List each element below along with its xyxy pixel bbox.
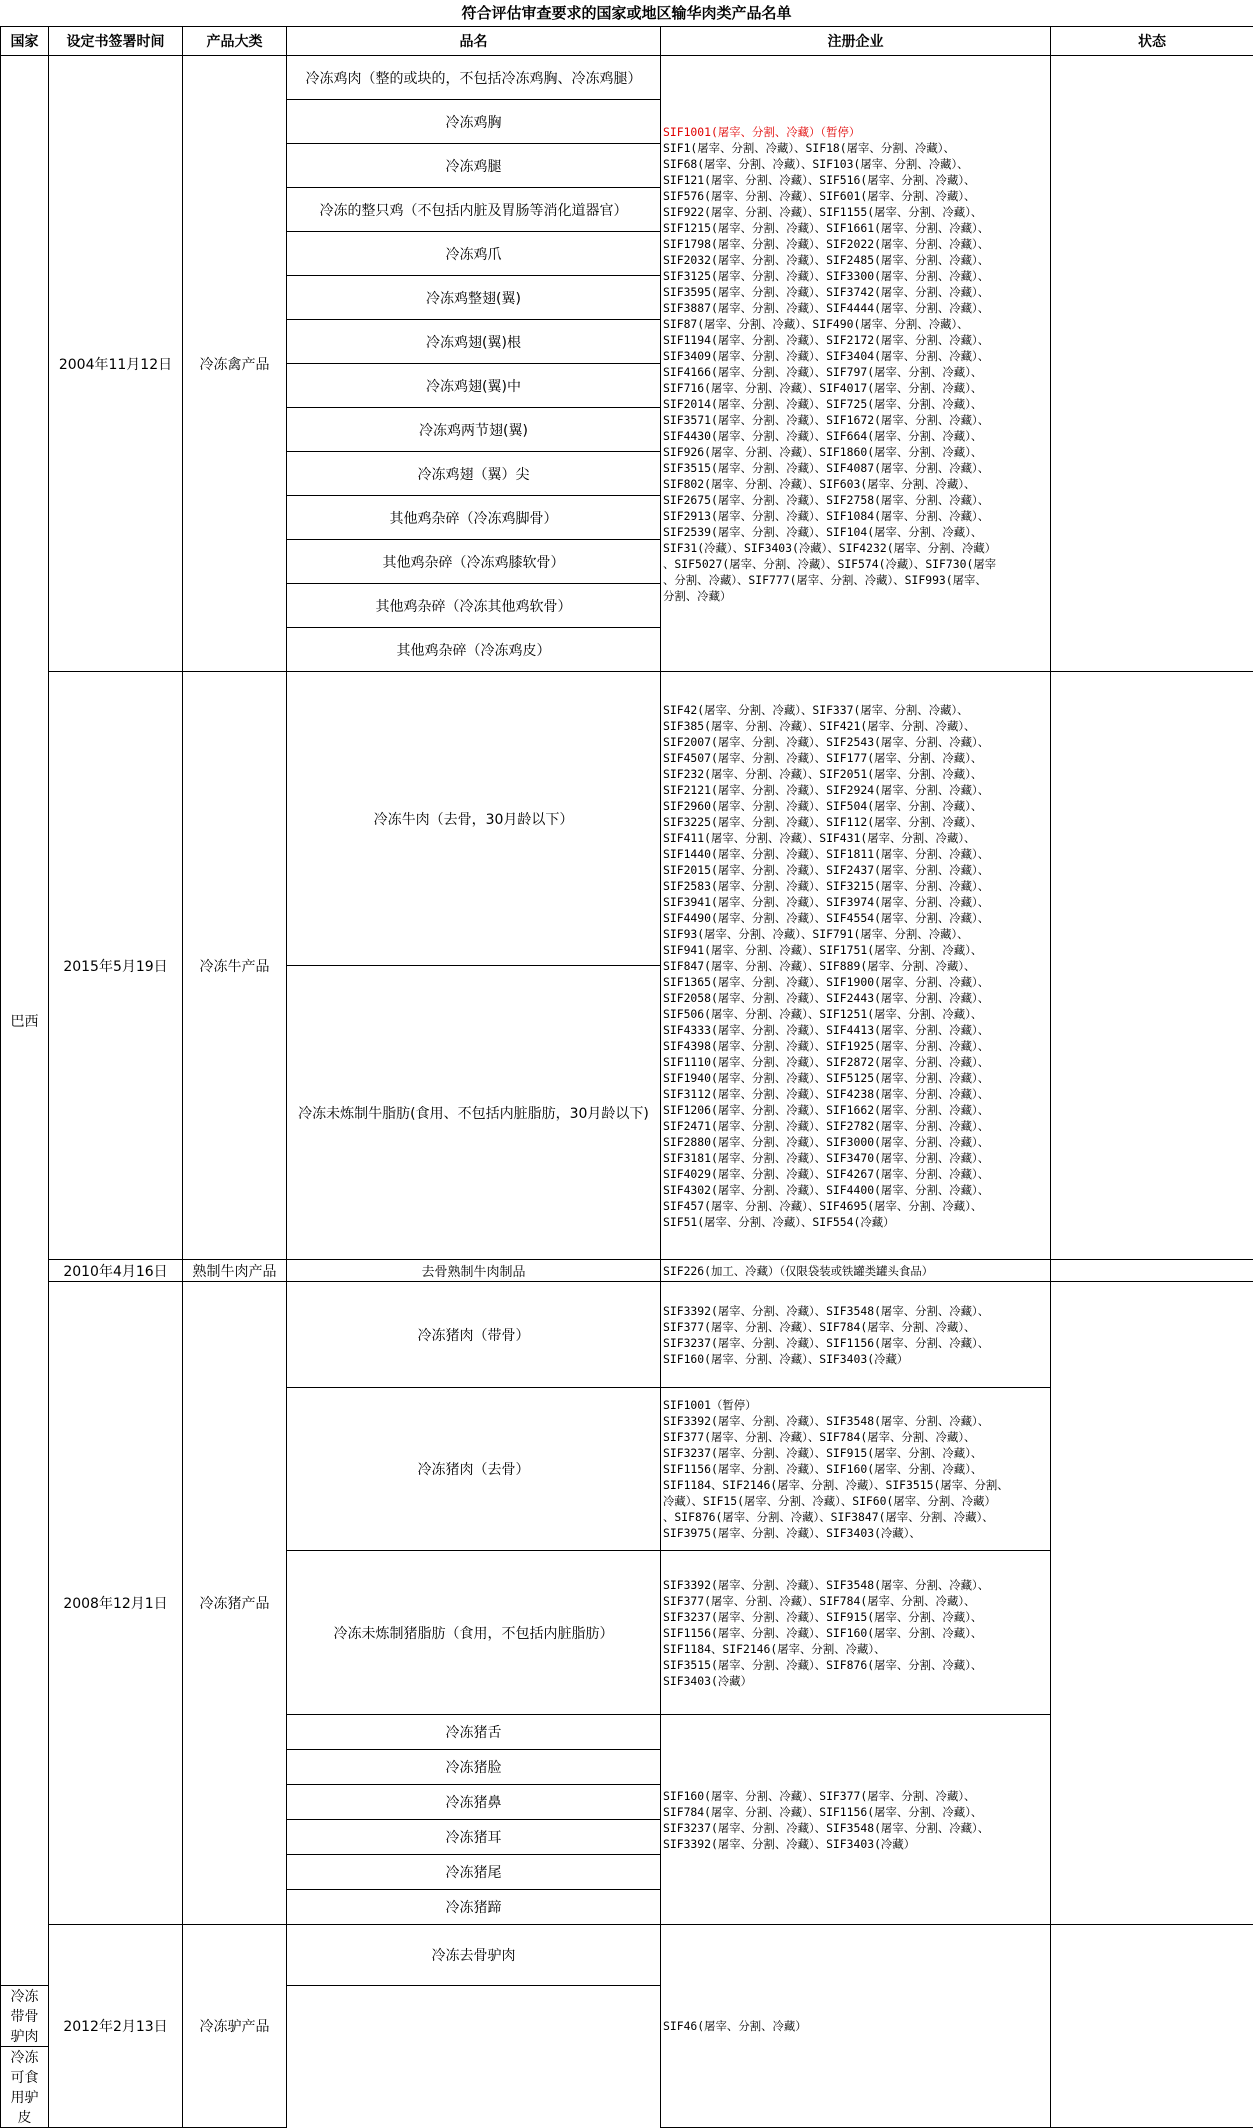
product-cell: 冷冻鸡两节翅(翼) — [287, 408, 661, 452]
category-cell: 冷冻猪产品 — [183, 1282, 287, 1925]
table-row — [1, 1282, 1253, 1388]
product-cell: 其他鸡杂碎（冷冻鸡脚骨） — [287, 496, 661, 540]
product-cell: 冷冻鸡翅（翼）尖 — [287, 452, 661, 496]
product-cell: 冷冻鸡翅(翼)根 — [287, 320, 661, 364]
product-cell: 冷冻猪肉（去骨） — [287, 1388, 661, 1551]
header-country: 国家 — [1, 27, 49, 56]
date-cell: 2015年5月19日 — [49, 672, 183, 1260]
product-cell: 冷冻鸡肉（整的或块的，不包括冷冻鸡胸、冷冻鸡腿） — [287, 56, 661, 100]
product-cell: 冷冻猪脸 — [287, 1750, 661, 1785]
product-cell: 冷冻猪鼻 — [287, 1785, 661, 1820]
product-cell: 冷冻的整只鸡（不包括内脏及胃肠等消化道器官） — [287, 188, 661, 232]
status-cell — [1051, 672, 1253, 1260]
product-cell: 冷冻鸡腿 — [287, 144, 661, 188]
suspended-enterprise: SIF1001(屠宰、分割、冷藏）（暂停） — [663, 125, 860, 139]
enterprise-cell: SIF42(屠宰、分割、冷藏）、SIF337(屠宰、分割、冷藏）、 SIF385(屠宰、分割、冷藏）、SIF421(屠宰、分割、冷藏）、 SIF2007(屠宰、分割、冷藏）、SIF2543(屠宰、分割、冷藏）、 SIF4507(屠宰、分割、冷藏）、SIF177(屠宰、分割、冷藏）、 SIF232(屠宰、分割、冷藏）、SIF2051(屠宰、分割、冷藏）、 SIF2121(屠宰、分割、冷藏）、SIF2924(屠宰、分割、冷藏）、 SIF2960(屠宰、分割、冷藏）、SIF504(屠宰、分割、冷藏）、 SIF3225(屠宰、分割、冷藏）、SIF112(屠宰、分割、冷藏）、 SIF411(屠宰、分割、冷藏）、SIF431(屠宰、分割、冷藏）、 SIF1440(屠宰、分割、冷藏）、SIF1811(屠宰、分割、冷藏）、 SIF2015(屠宰、分割、冷藏）、SIF2437(屠宰、分割、冷藏）、 SIF2583(屠宰、分割、冷藏）、SIF3215(屠宰、分割、冷藏）、 SIF3941(屠宰、分割、冷藏）、SIF3974(屠宰、分割、冷藏）、 SIF4490(屠宰、分割、冷藏）、SIF4554(屠宰、分割、冷藏）、 SIF93(屠宰、分割、冷藏）、SIF791(屠宰、分割、冷藏）、 SIF941(屠宰、分割、冷藏）、SIF1751(屠宰、分割、冷藏）、 SIF847(屠宰、分割、冷藏）、SIF889(屠宰、分割、冷藏）、 SIF1365(屠宰、分割、冷藏）、SIF1900(屠宰、分割、冷藏）、 SIF2058(屠宰、分割、冷藏）、SIF2443(屠宰、分割、冷藏）、 SIF506(屠宰、分割、冷藏）、SIF1251(屠宰、分割、冷藏）、 SIF4333(屠宰、分割、冷藏）、SIF4413(屠宰、分割、冷藏）、 SIF4398(屠宰、分割、冷藏）、SIF1925(屠宰、分割、冷藏）、 SIF1110(屠宰、分割、冷藏）、SIF2872(屠宰、分割、冷藏）、 SIF1940(屠宰、分割、冷藏）、SIF5125(屠宰、分割、冷藏）、 SIF3112(屠宰、分割、冷藏）、SIF4238(屠宰、分割、冷藏）、 SIF1206(屠宰、分割、冷藏）、SIF1662(屠宰、分割、冷藏）、 SIF2471(屠宰、分割、冷藏）、SIF2782(屠宰、分割、冷藏）、 SIF2880(屠宰、分割、冷藏）、SIF3000(屠宰、分割、冷藏）、 SIF3181(屠宰、分割、冷藏）、SIF3470(屠宰、分割、冷藏）、 SIF4029(屠宰、分割、冷藏）、SIF4267(屠宰、分割、冷藏）、 SIF4302(屠宰、分割、冷藏）、SIF4400(屠宰、分割、冷藏）、 SIF457(屠宰、分割、冷藏）、SIF4695(屠宰、分割、冷藏）、 SIF51(屠宰、分割、冷藏）、SIF554(冷藏） — [661, 672, 1051, 1260]
product-cell: 冷冻猪耳 — [287, 1820, 661, 1855]
product-cell: 冷冻带骨驴肉 — [1, 1986, 49, 2047]
date-cell: 2012年2月13日 — [49, 1925, 183, 2128]
product-cell: 冷冻未炼制牛脂肪(食用、不包括内脏脂肪，30月龄以下) — [287, 966, 661, 1260]
product-cell: 冷冻牛肉（去骨，30月龄以下） — [287, 672, 661, 966]
product-cell: 冷冻猪蹄 — [287, 1890, 661, 1925]
enterprise-list: SIF1(屠宰、分割、冷藏）、SIF18(屠宰、分割、冷藏）、 SIF68(屠宰、分割、冷藏）、SIF103(屠宰、分割、冷藏）、 SIF121(屠宰、分割、冷藏）、SIF516(屠宰、分割、冷藏）、 SIF576(屠宰、分割、冷藏）、SIF601(屠宰、分割、冷藏）、 SIF922(屠宰、分割、冷藏）、SIF1155(屠宰、分割、冷藏）、 SIF1215(屠宰、分割、冷藏）、SIF1661(屠宰、分割、冷藏）、 SIF1798(屠宰、分割、冷藏）、SIF2022(屠宰、分割、冷藏）、 SIF2032(屠宰、分割、冷藏）、SIF2485(屠宰、分割、冷藏）、 SIF3125(屠宰、分割、冷藏）、SIF3300(屠宰、分割、冷藏）、 SIF3595(屠宰、分割、冷藏）、SIF3742(屠宰、分割、冷藏）、 SIF3887(屠宰、分割、冷藏）、SIF4444(屠宰、分割、冷藏）、 SIF87(屠宰、分割、冷藏）、SIF490(屠宰、分割、冷藏）、 SIF1194(屠宰、分割、冷藏）、SIF2172(屠宰、分割、冷藏）、 SIF3409(屠宰、分割、冷藏）、SIF3404(屠宰、分割、冷藏）、 SIF4166(屠宰、分割、冷藏）、SIF797(屠宰、分割、冷藏）、 SIF716(屠宰、分割、冷藏）、SIF4017(屠宰、分割、冷藏）、 SIF2014(屠宰、分割、冷藏）、SIF725(屠宰、分割、冷藏）、 SIF3571(屠宰、分割、冷藏）、SIF1672(屠宰、分割、冷藏）、 SIF4430(屠宰、分割、冷藏）、SIF664(屠宰、分割、冷藏）、 SIF926(屠宰、分割、冷藏）、SIF1860(屠宰、分割、冷藏）、 SIF3515(屠宰、分割、冷藏）、SIF4087(屠宰、分割、冷藏）、 SIF802(屠宰、分割、冷藏）、SIF603(屠宰、分割、冷藏）、 SIF2675(屠宰、分割、冷藏）、SIF2758(屠宰、分割、冷藏）、 SIF2913(屠宰、分割、冷藏）、SIF1084(屠宰、分割、冷藏）、 SIF2539(屠宰、分割、冷藏）、SIF104(屠宰、分割、冷藏）、 SIF31(冷藏）、SIF3403(冷藏）、SIF4232(屠宰、分割、冷藏） 、SIF5027(屠宰、分割、冷藏）、SIF574(冷藏）、SIF730(屠宰 、分割、冷藏）、SIF777(屠宰、分割、冷藏）、SIF993(屠宰、 分割、冷藏） — [663, 141, 996, 603]
table-row — [1, 56, 1253, 100]
product-cell: 冷冻可食用驴皮 — [1, 2047, 49, 2128]
category-cell: 冷冻禽产品 — [183, 56, 287, 672]
product-cell: 冷冻去骨驴肉 — [287, 1925, 661, 1986]
enterprise-cell: SIF160(屠宰、分割、冷藏）、SIF377(屠宰、分割、冷藏）、 SIF784(屠宰、分割、冷藏）、SIF1156(屠宰、分割、冷藏）、 SIF3237(屠宰、分割、冷藏）、SIF3548(屠宰、分割、冷藏）、 SIF3392(屠宰、分割、冷藏）、SIF3403(冷藏） — [661, 1715, 1051, 1925]
page-title: 符合评估审查要求的国家或地区输华肉类产品名单 — [0, 0, 1253, 26]
date-cell: 2008年12月1日 — [49, 1282, 183, 1925]
date-cell: 2004年11月12日 — [49, 56, 183, 672]
product-cell: 其他鸡杂碎（冷冻其他鸡软骨） — [287, 584, 661, 628]
table-row — [1, 672, 1253, 966]
product-cell: 其他鸡杂碎（冷冻鸡膝软骨） — [287, 540, 661, 584]
product-cell: 冷冻猪尾 — [287, 1855, 661, 1890]
product-table — [0, 26, 1253, 2128]
product-cell: 冷冻鸡翅(翼)中 — [287, 364, 661, 408]
product-cell: 冷冻猪舌 — [287, 1715, 661, 1750]
header-date: 设定书签署时间 — [49, 27, 183, 56]
header-product: 品名 — [287, 27, 661, 56]
table-row — [1, 1260, 1253, 1282]
header-category: 产品大类 — [183, 27, 287, 56]
status-cell — [1051, 1260, 1253, 1282]
product-cell: 冷冻未炼制猪脂肪（食用，不包括内脏脂肪） — [287, 1551, 661, 1715]
product-cell: 冷冻猪肉（带骨） — [287, 1282, 661, 1388]
category-cell: 冷冻牛产品 — [183, 672, 287, 1260]
enterprise-cell: SIF226(加工、冷藏）（仅限袋装或铁罐类罐头食品） — [661, 1260, 1051, 1282]
enterprise-cell: SIF46(屠宰、分割、冷藏） — [661, 1925, 1051, 2128]
enterprise-cell — [661, 56, 1051, 672]
header-enterprise: 注册企业 — [661, 27, 1051, 56]
status-cell — [1051, 1925, 1253, 2128]
status-cell — [1051, 56, 1253, 672]
category-cell: 冷冻驴产品 — [183, 1925, 287, 2128]
enterprise-cell: SIF1001（暂停） SIF3392(屠宰、分割、冷藏）、SIF3548(屠宰、分割、冷藏）、 SIF377(屠宰、分割、冷藏）、SIF784(屠宰、分割、冷藏）、 SIF3237(屠宰、分割、冷藏）、SIF915(屠宰、分割、冷藏）、 SIF1156(屠宰、分割、冷藏）、SIF160(屠宰、分割、冷藏）、 SIF1184、SIF2146(屠宰、分割、冷藏）、SIF3515(屠宰、分割、 冷藏）、SIF15(屠宰、分割、冷藏）、SIF60(屠宰、分割、冷藏） 、SIF876(屠宰、分割、冷藏）、SIF3847(屠宰、分割、冷藏）、 SIF3975(屠宰、分割、冷藏）、SIF3403(冷藏）、 — [661, 1388, 1051, 1551]
status-cell — [1051, 1282, 1253, 1925]
enterprise-cell: SIF3392(屠宰、分割、冷藏）、SIF3548(屠宰、分割、冷藏）、 SIF377(屠宰、分割、冷藏）、SIF784(屠宰、分割、冷藏）、 SIF3237(屠宰、分割、冷藏）、SIF915(屠宰、分割、冷藏）、 SIF1156(屠宰、分割、冷藏）、SIF160(屠宰、分割、冷藏）、 SIF1184、SIF2146(屠宰、分割、冷藏）、 SIF3515(屠宰、分割、冷藏）、SIF876(屠宰、分割、冷藏）、 SIF3403(冷藏） — [661, 1551, 1051, 1715]
date-cell: 2010年4月16日 — [49, 1260, 183, 1282]
product-cell: 其他鸡杂碎（冷冻鸡皮） — [287, 628, 661, 672]
product-cell: 冷冻鸡爪 — [287, 232, 661, 276]
product-cell: 去骨熟制牛肉制品 — [287, 1260, 661, 1282]
table-row — [1, 1925, 1253, 1986]
enterprise-cell: SIF3392(屠宰、分割、冷藏）、SIF3548(屠宰、分割、冷藏）、 SIF377(屠宰、分割、冷藏）、SIF784(屠宰、分割、冷藏）、 SIF3237(屠宰、分割、冷藏）、SIF1156(屠宰、分割、冷藏）、 SIF160(屠宰、分割、冷藏）、SIF3403(冷藏） — [661, 1282, 1051, 1388]
category-cell: 熟制牛肉产品 — [183, 1260, 287, 1282]
country-cell: 巴西 — [1, 56, 49, 1986]
header-status: 状态 — [1051, 27, 1253, 56]
header-row — [1, 27, 1253, 56]
product-cell: 冷冻鸡整翅(翼) — [287, 276, 661, 320]
product-cell: 冷冻鸡胸 — [287, 100, 661, 144]
